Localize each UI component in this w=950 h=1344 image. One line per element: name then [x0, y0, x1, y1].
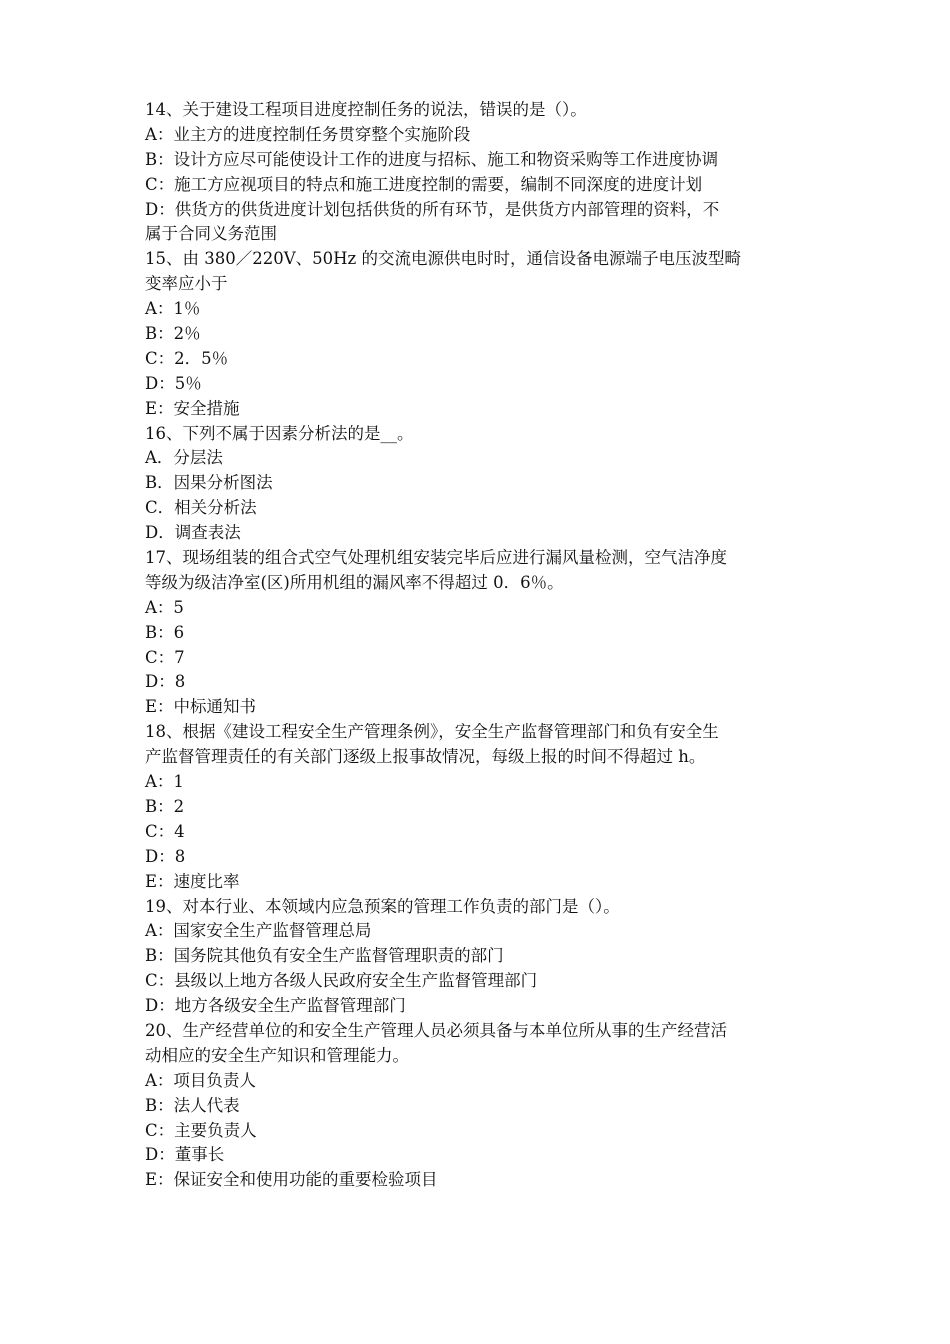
option-e: E：安全措施: [145, 398, 240, 418]
question-text: 16、下列不属于因素分析法的是__。: [145, 423, 414, 443]
question-text-continued: 动相应的安全生产知识和管理能力。: [145, 1045, 409, 1065]
option-c: C：2．5％: [145, 348, 229, 368]
option-d: D：8: [145, 846, 186, 866]
option-a: A：国家安全生产监督管理总局: [145, 921, 372, 941]
question-text: 14、关于建设工程项目进度控制任务的说法，错误的是（）。: [145, 100, 587, 119]
option-e: E：速度比率: [145, 871, 240, 891]
question-14: [145, 98, 815, 247]
question-18: [145, 720, 815, 894]
question-text: 17、现场组装的组合式空气处理机组安装完毕后应进行漏风量检测，空气洁净度: [145, 548, 727, 568]
option-c: C．相关分析法: [145, 498, 257, 518]
question-17: [145, 546, 815, 720]
question-text: 18、根据《建设工程安全生产管理条例》，安全生产监督管理部门和负有安全生: [145, 722, 719, 742]
question-text-continued: 产监督管理责任的有关部门逐级上报事故情况，每级上报的时间不得超过 h。: [145, 747, 706, 767]
option-b: B：2: [145, 796, 185, 816]
option-d-continued: 属于合同义务范围: [145, 224, 277, 244]
option-d: D：董事长: [145, 1145, 225, 1165]
option-d: D：地方各级安全生产监督管理部门: [145, 996, 406, 1016]
option-e: E：保证安全和使用功能的重要检验项目: [145, 1170, 438, 1190]
option-c: C：县级以上地方各级人民政府安全生产监督管理部门: [145, 971, 538, 991]
option-a: A：5: [145, 597, 184, 617]
question-15: [145, 247, 815, 421]
question-text-continued: 变率应小于: [145, 274, 228, 294]
question-text: 15、由 380／220V、50Hz 的交流电源供电时时，通信设备电源端子电压波型畸: [145, 249, 741, 269]
question-text: 20、生产经营单位的和安全生产管理人员必须具备与本单位所从事的生产经营活: [145, 1020, 727, 1040]
option-b: B：2％: [145, 324, 201, 344]
option-c: C：7: [145, 647, 185, 667]
option-d: D：供货方的供货进度计划包括供货的所有环节，是供货方内部管理的资料，不: [145, 199, 720, 219]
option-a: A：1％: [145, 299, 201, 319]
option-c: C：施工方应视项目的特点和施工进度控制的需要，编制不同深度的进度计划: [145, 174, 703, 194]
option-d: D：5％: [145, 373, 202, 393]
option-a: A：项目负责人: [145, 1070, 256, 1090]
option-b: B：6: [145, 622, 185, 642]
option-b: B：法人代表: [145, 1095, 240, 1115]
option-c: C：4: [145, 821, 185, 841]
question-list: [145, 98, 815, 1193]
option-b: B．因果分析图法: [145, 473, 273, 493]
question-16: [145, 422, 815, 546]
option-e: E：中标通知书: [145, 697, 257, 717]
option-c: C：主要负责人: [145, 1120, 257, 1140]
option-a: A：1: [145, 772, 184, 792]
question-text-continued: 等级为级洁净室(区)所用机组的漏风率不得超过 0．6％。: [145, 572, 564, 592]
question-19: [145, 895, 815, 1019]
option-a: A．分层法: [145, 448, 223, 468]
option-d: D：8: [145, 672, 186, 692]
option-b: B：设计方应尽可能使设计工作的进度与招标、施工和物资采购等工作进度协调: [145, 149, 719, 169]
option-b: B：国务院其他负有安全生产监督管理职责的部门: [145, 946, 504, 966]
option-a: A：业主方的进度控制任务贯穿整个实施阶段: [145, 124, 471, 144]
question-text: 19、对本行业、本领域内应急预案的管理工作负责的部门是（）。: [145, 896, 620, 916]
option-d: D．调查表法: [145, 523, 241, 543]
question-20: [145, 1019, 815, 1193]
